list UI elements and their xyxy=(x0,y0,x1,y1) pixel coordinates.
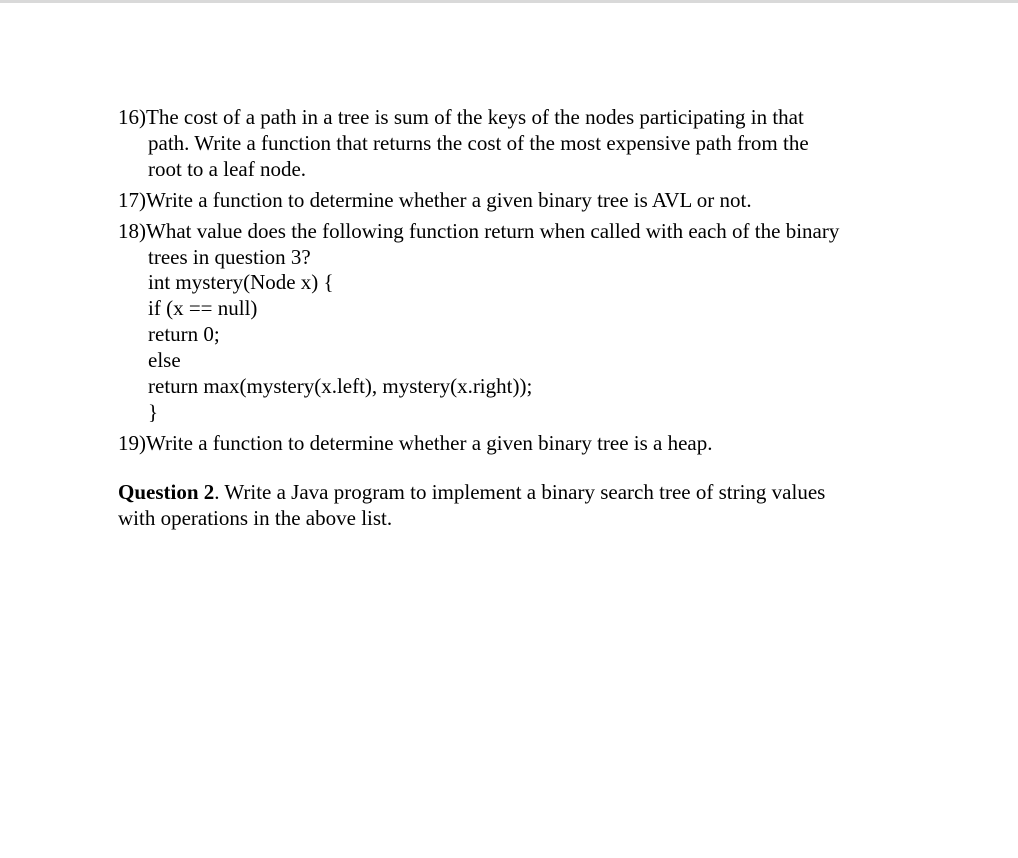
item-16-line-3: root to a leaf node. xyxy=(148,157,307,181)
question-2-line-2: with operations in the above list. xyxy=(118,506,393,530)
item-number: 17) xyxy=(118,188,146,212)
question-2-text: . Write a Java program to implement a binary search tree of string values xyxy=(214,480,826,504)
question-2-line-1 xyxy=(118,479,825,505)
item-text: What value does the following function return when called with each of the binary xyxy=(146,219,840,243)
code-line-1: int mystery(Node x) { xyxy=(148,270,334,294)
question-2-label: Question 2 xyxy=(118,480,215,504)
item-text: Write a function to determine whether a given binary tree is AVL or not. xyxy=(146,188,752,212)
code-line-5: return max(mystery(x.left), mystery(x.right)); xyxy=(148,374,533,398)
code-line-4: else xyxy=(148,348,181,372)
item-16-line-2: path. Write a function that returns the cost of the most expensive path from the xyxy=(148,131,809,155)
code-line-3: return 0; xyxy=(148,322,220,346)
item-text: The cost of a path in a tree is sum of the keys of the nodes participating in that xyxy=(146,105,804,129)
item-text: Write a function to determine whether a given binary tree is a heap. xyxy=(146,431,713,455)
item-number: 19) xyxy=(118,431,146,455)
item-17-line-1 xyxy=(118,187,752,213)
item-18-line-2: trees in question 3? xyxy=(148,245,311,269)
item-18-line-1 xyxy=(118,218,839,244)
item-number: 16) xyxy=(118,105,146,129)
code-line-2: if (x == null) xyxy=(148,296,258,320)
code-line-6: } xyxy=(148,400,159,424)
item-16-line-1 xyxy=(118,104,804,130)
item-19-line-1 xyxy=(118,430,713,456)
item-number: 18) xyxy=(118,219,146,243)
